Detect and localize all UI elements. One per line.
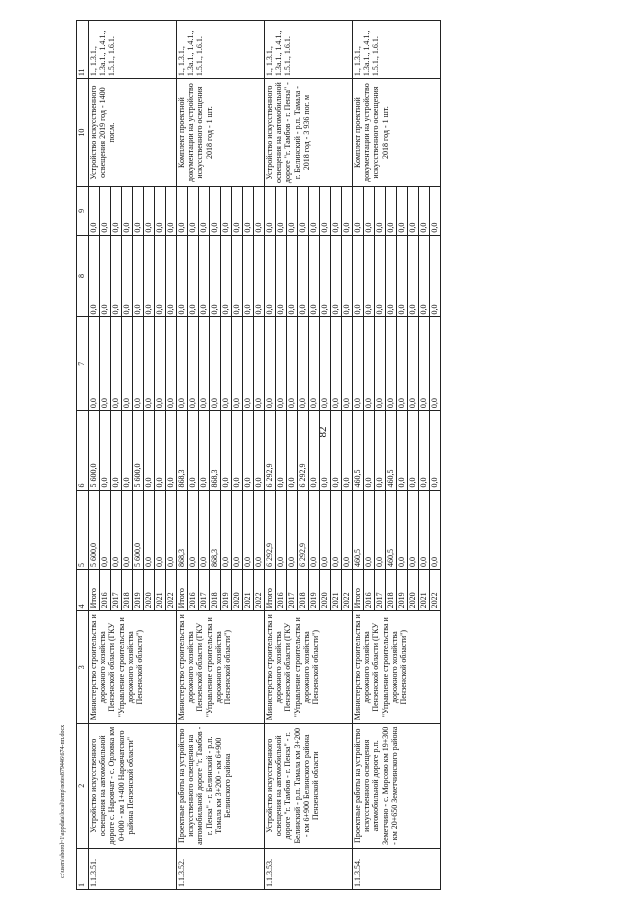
total-cell: 0,0 (243, 490, 254, 569)
year-cell: 2019 (133, 569, 144, 610)
page-number: 82 (317, 426, 329, 438)
col7-cell: 0,0 (320, 317, 331, 411)
col9-cell: 0,0 (375, 187, 386, 236)
col7-cell: 0,0 (89, 317, 100, 411)
col8-cell: 0,0 (331, 235, 342, 317)
year-cell: 2017 (287, 569, 298, 610)
regional-budget-cell: 0,0 (331, 411, 342, 490)
col8-cell: 0,0 (177, 235, 188, 317)
total-cell: 5 600,0 (133, 490, 144, 569)
regional-budget-cell: 868,3 (177, 411, 188, 490)
regional-budget-cell: 0,0 (155, 411, 166, 490)
regional-budget-cell: 0,0 (122, 411, 133, 490)
col9-cell: 0,0 (199, 187, 210, 236)
indicator: Комплект проектной документации на устройство искусственного освещения 2018 год - 1 шт. (353, 79, 441, 187)
regional-budget-cell: 460,5 (353, 411, 364, 490)
total-cell: 868,3 (210, 490, 221, 569)
year-cell: Итого (265, 569, 276, 610)
regional-budget-cell: 0,0 (166, 411, 177, 490)
col9-cell: 0,0 (166, 187, 177, 236)
col8-cell: 0,0 (144, 235, 155, 317)
table-row (89, 21, 100, 890)
regional-budget-cell: 0,0 (364, 411, 375, 490)
total-cell: 0,0 (199, 490, 210, 569)
header-col-9: 9 (77, 187, 89, 236)
col7-cell: 0,0 (298, 317, 309, 411)
regional-budget-cell: 0,0 (232, 411, 243, 490)
header-col-3: 3 (77, 611, 89, 724)
col9-cell: 0,0 (122, 187, 133, 236)
col9-cell: 0,0 (353, 187, 364, 236)
col7-cell: 0,0 (210, 317, 221, 411)
col9-cell: 0,0 (254, 187, 265, 236)
regional-budget-cell: 0,0 (309, 411, 320, 490)
year-cell: 2021 (331, 569, 342, 610)
year-cell: 2021 (243, 569, 254, 610)
header-col-4: 4 (77, 569, 89, 610)
measure-name: Проектные работы на устройство искусственного освещения автомобильной дороге р.п. Земетчино - с. Морсово км 19+300 - км 20+650 Земетчинского района (353, 724, 441, 848)
col8-cell: 0,0 (364, 235, 375, 317)
header-col-7: 7 (77, 317, 89, 411)
total-cell: 460,5 (386, 490, 397, 569)
total-cell: 0,0 (331, 490, 342, 569)
col8-cell: 0,0 (155, 235, 166, 317)
col8-cell: 0,0 (199, 235, 210, 317)
total-cell: 0,0 (375, 490, 386, 569)
col7-cell: 0,0 (199, 317, 210, 411)
col9-cell: 0,0 (309, 187, 320, 236)
year-cell: 2018 (298, 569, 309, 610)
col8-cell: 0,0 (397, 235, 408, 317)
reference: 1., 1.3.1., 1.3а.1., 1.4.1., 1.5.1., 1.6.1. (89, 21, 177, 79)
col7-cell: 0,0 (133, 317, 144, 411)
col7-cell: 0,0 (254, 317, 265, 411)
row-number: 1.1.3.54. (353, 848, 441, 889)
year-cell: Итого (89, 569, 100, 610)
col7-cell: 0,0 (419, 317, 430, 411)
col7-cell: 0,0 (342, 317, 353, 411)
program-table (76, 20, 441, 890)
col7-cell: 0,0 (243, 317, 254, 411)
table-row (353, 21, 364, 890)
col8-cell: 0,0 (133, 235, 144, 317)
col9-cell: 0,0 (342, 187, 353, 236)
col8-cell: 0,0 (375, 235, 386, 317)
row-number: 1.1.3.51. (89, 848, 177, 889)
measure-name: Устройство искусственного освещения на автомобильной дороге "г. Тамбов - г. Пенза" - г. Белинский - р.п. Тамала км 3+200 - км 6+900 Белинского района Пензенской области (265, 724, 353, 848)
col8-cell: 0,0 (89, 235, 100, 317)
col9-cell: 0,0 (419, 187, 430, 236)
col8-cell: 0,0 (265, 235, 276, 317)
col8-cell: 0,0 (210, 235, 221, 317)
regional-budget-cell: 0,0 (111, 411, 122, 490)
regional-budget-cell: 0,0 (100, 411, 111, 490)
total-cell: 0,0 (364, 490, 375, 569)
col9-cell: 0,0 (276, 187, 287, 236)
col9-cell: 0,0 (397, 187, 408, 236)
col8-cell: 0,0 (298, 235, 309, 317)
col8-cell: 0,0 (111, 235, 122, 317)
col7-cell: 0,0 (122, 317, 133, 411)
regional-budget-cell: 0,0 (243, 411, 254, 490)
year-cell: 2016 (364, 569, 375, 610)
year-cell: 2016 (100, 569, 111, 610)
col9-cell: 0,0 (210, 187, 221, 236)
col9-cell: 0,0 (133, 187, 144, 236)
executor: Министерство строительства и дорожного хозяйства Пензенской области (ГКУ "Управление строительства и дорожного хозяйства Пензенской области") (265, 611, 353, 724)
year-cell: 2020 (144, 569, 155, 610)
total-cell: 0,0 (309, 490, 320, 569)
col9-cell: 0,0 (408, 187, 419, 236)
footer-file-path: c:\users\sborol~1\appdata\local\temp\notes879446\674-пп.docx (60, 724, 66, 878)
header-col-6: 6 (77, 411, 89, 490)
regional-budget-cell: 5 600,0 (133, 411, 144, 490)
year-cell: 2020 (320, 569, 331, 610)
header-col-8: 8 (77, 235, 89, 317)
col8-cell: 0,0 (188, 235, 199, 317)
col8-cell: 0,0 (254, 235, 265, 317)
header-col-2: 2 (77, 724, 89, 848)
row-number: 1.1.3.53. (265, 848, 353, 889)
year-cell: 2018 (386, 569, 397, 610)
year-cell: 2017 (111, 569, 122, 610)
year-cell: Итого (177, 569, 188, 610)
regional-budget-cell: 0,0 (430, 411, 441, 490)
rotated-table-area (76, 20, 597, 890)
col7-cell: 0,0 (155, 317, 166, 411)
year-cell: 2017 (199, 569, 210, 610)
year-cell: 2022 (166, 569, 177, 610)
col9-cell: 0,0 (298, 187, 309, 236)
col8-cell: 0,0 (430, 235, 441, 317)
indicator: Устройство искусственного освещения на автомобильной дороге "г. Тамбов - г. Пенза" - г. Белинский - р.п. Тамала - 2018 год - 3 936 пог. м (265, 79, 353, 187)
col7-cell: 0,0 (386, 317, 397, 411)
col8-cell: 0,0 (166, 235, 177, 317)
total-cell: 0,0 (430, 490, 441, 569)
regional-budget-cell: 0,0 (375, 411, 386, 490)
regional-budget-cell: 0,0 (276, 411, 287, 490)
col8-cell: 0,0 (232, 235, 243, 317)
col7-cell: 0,0 (188, 317, 199, 411)
year-cell: 2022 (430, 569, 441, 610)
year-cell: 2016 (188, 569, 199, 610)
col7-cell: 0,0 (144, 317, 155, 411)
col8-cell: 0,0 (353, 235, 364, 317)
col8-cell: 0,0 (309, 235, 320, 317)
header-col-11: 11 (77, 21, 89, 79)
total-cell: 6 292,9 (265, 490, 276, 569)
col7-cell: 0,0 (177, 317, 188, 411)
total-cell: 0,0 (254, 490, 265, 569)
total-cell: 0,0 (276, 490, 287, 569)
col7-cell: 0,0 (397, 317, 408, 411)
year-cell: 2022 (342, 569, 353, 610)
regional-budget-cell: 0,0 (287, 411, 298, 490)
col9-cell: 0,0 (364, 187, 375, 236)
col7-cell: 0,0 (309, 317, 320, 411)
year-cell: Итого (353, 569, 364, 610)
year-cell: 2019 (221, 569, 232, 610)
total-cell: 0,0 (188, 490, 199, 569)
col9-cell: 0,0 (100, 187, 111, 236)
indicator: Комплект проектной документации на устройство искусственного освещения 2018 год - 1 шт. (177, 79, 265, 187)
col8-cell: 0,0 (342, 235, 353, 317)
col9-cell: 0,0 (89, 187, 100, 236)
col7-cell: 0,0 (364, 317, 375, 411)
col9-cell: 0,0 (177, 187, 188, 236)
executor: Министерство строительства и дорожного хозяйства Пензенской области (ГКУ "Управление строительства и дорожного хозяйства Пензенской области") (353, 611, 441, 724)
regional-budget-cell: 0,0 (144, 411, 155, 490)
total-cell: 0,0 (166, 490, 177, 569)
col8-cell: 0,0 (419, 235, 430, 317)
header-col-10: 10 (77, 79, 89, 187)
table-row (177, 21, 188, 890)
col7-cell: 0,0 (166, 317, 177, 411)
col9-cell: 0,0 (111, 187, 122, 236)
total-cell: 0,0 (111, 490, 122, 569)
col8-cell: 0,0 (122, 235, 133, 317)
header-col-5: 5 (77, 490, 89, 569)
total-cell: 6 292,9 (298, 490, 309, 569)
year-cell: 2016 (276, 569, 287, 610)
col8-cell: 0,0 (100, 235, 111, 317)
col8-cell: 0,0 (320, 235, 331, 317)
col9-cell: 0,0 (386, 187, 397, 236)
regional-budget-cell: 868,3 (210, 411, 221, 490)
col9-cell: 0,0 (320, 187, 331, 236)
regional-budget-cell: 0,0 (342, 411, 353, 490)
measure-name: Проектные работы на устройство искусственного освещения на автомобильной дороге "г. Тамбов - г. Пенза" - г. Белинский - р.п. Тамала км 3+200 - км 6+900 Белинского района (177, 724, 265, 848)
col7-cell: 0,0 (232, 317, 243, 411)
total-cell: 0,0 (232, 490, 243, 569)
regional-budget-cell: 5 600,0 (89, 411, 100, 490)
total-cell: 5 600,0 (89, 490, 100, 569)
reference: 1., 1.3.1., 1.3а.1., 1.4.1., 1.5.1., 1.6.1. (177, 21, 265, 79)
year-cell: 2021 (419, 569, 430, 610)
col8-cell: 0,0 (221, 235, 232, 317)
total-cell: 0,0 (122, 490, 133, 569)
total-cell: 0,0 (419, 490, 430, 569)
col7-cell: 0,0 (331, 317, 342, 411)
total-cell: 0,0 (100, 490, 111, 569)
year-cell: 2018 (210, 569, 221, 610)
col9-cell: 0,0 (232, 187, 243, 236)
year-cell: 2017 (375, 569, 386, 610)
regional-budget-cell: 0,0 (199, 411, 210, 490)
total-cell: 0,0 (144, 490, 155, 569)
table-frame (76, 20, 597, 890)
regional-budget-cell: 0,0 (397, 411, 408, 490)
regional-budget-cell: 0,0 (188, 411, 199, 490)
regional-budget-cell: 6 292,9 (298, 411, 309, 490)
year-cell: 2019 (397, 569, 408, 610)
row-number: 1.1.3.52. (177, 848, 265, 889)
executor: Министерство строительства и дорожного хозяйства Пензенской области (ГКУ "Управление строительства и дорожного хозяйства Пензенской области") (89, 611, 177, 724)
header-row (77, 21, 89, 890)
total-cell: 0,0 (408, 490, 419, 569)
total-cell: 0,0 (221, 490, 232, 569)
regional-budget-cell: 0,0 (221, 411, 232, 490)
col7-cell: 0,0 (287, 317, 298, 411)
regional-budget-cell: 0,0 (408, 411, 419, 490)
col9-cell: 0,0 (144, 187, 155, 236)
col8-cell: 0,0 (243, 235, 254, 317)
total-cell: 0,0 (155, 490, 166, 569)
executor: Министерство строительства и дорожного хозяйства Пензенской области (ГКУ "Управление строительства и дорожного хозяйства Пензенской области") (177, 611, 265, 724)
regional-budget-cell: 460,5 (386, 411, 397, 490)
col9-cell: 0,0 (221, 187, 232, 236)
col7-cell: 0,0 (353, 317, 364, 411)
total-cell: 0,0 (320, 490, 331, 569)
year-cell: 2022 (254, 569, 265, 610)
col9-cell: 0,0 (155, 187, 166, 236)
year-cell: 2018 (122, 569, 133, 610)
col7-cell: 0,0 (408, 317, 419, 411)
col7-cell: 0,0 (276, 317, 287, 411)
regional-budget-cell: 0,0 (254, 411, 265, 490)
total-cell: 0,0 (342, 490, 353, 569)
reference: 1., 1.3.1., 1.3а.1., 1.4.1., 1.5.1., 1.6.1. (265, 21, 353, 79)
reference: 1., 1.3.1., 1.3а.1., 1.4.1., 1.5.1., 1.6.1. (353, 21, 441, 79)
col8-cell: 0,0 (287, 235, 298, 317)
total-cell: 868,3 (177, 490, 188, 569)
col7-cell: 0,0 (111, 317, 122, 411)
indicator: Устройство искусственного освещения 2019 год - 1400 пог.м. (89, 79, 177, 187)
col9-cell: 0,0 (430, 187, 441, 236)
year-cell: 2020 (232, 569, 243, 610)
year-cell: 2021 (155, 569, 166, 610)
col7-cell: 0,0 (430, 317, 441, 411)
col9-cell: 0,0 (188, 187, 199, 236)
col7-cell: 0,0 (221, 317, 232, 411)
regional-budget-cell: 6 292,9 (265, 411, 276, 490)
table-row (265, 21, 276, 890)
measure-name: Устройство искусственного освещения на автомобильной дороге с. Наровчат - с. Орловка км 0+000 - км 1+400 Наровчатского района Пензенской области" (89, 724, 177, 848)
total-cell: 0,0 (287, 490, 298, 569)
total-cell: 0,0 (397, 490, 408, 569)
col8-cell: 0,0 (386, 235, 397, 317)
year-cell: 2019 (309, 569, 320, 610)
header-col-1: 1 (77, 848, 89, 889)
col7-cell: 0,0 (100, 317, 111, 411)
col9-cell: 0,0 (331, 187, 342, 236)
year-cell: 2020 (408, 569, 419, 610)
col9-cell: 0,0 (265, 187, 276, 236)
col7-cell: 0,0 (375, 317, 386, 411)
table-body (89, 21, 441, 890)
col9-cell: 0,0 (287, 187, 298, 236)
col7-cell: 0,0 (265, 317, 276, 411)
col9-cell: 0,0 (243, 187, 254, 236)
regional-budget-cell: 0,0 (419, 411, 430, 490)
regional-budget-cell: 0,0 (320, 411, 331, 490)
col8-cell: 0,0 (408, 235, 419, 317)
total-cell: 460,5 (353, 490, 364, 569)
col8-cell: 0,0 (276, 235, 287, 317)
